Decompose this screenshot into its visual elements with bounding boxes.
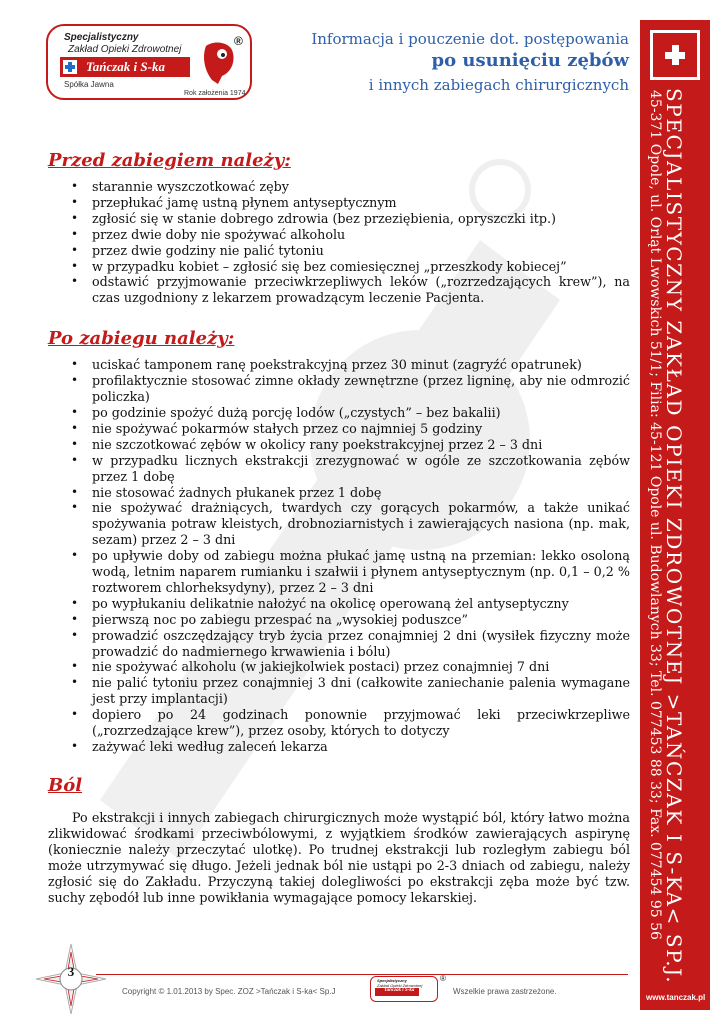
list-item: • przez dwie doby nie spożywać alkoholu [48,227,630,243]
company-logo[interactable] [46,24,252,100]
list-item: • w przypadku kobiet – zgłosić się bez comiesięcznej „przeszkody kobiecej” [48,259,630,275]
logo-company-type: Spółka Jawna [64,80,114,89]
main-content [48,150,630,906]
medical-cross-icon [63,60,77,74]
registered-mark: ® [234,34,243,48]
logo-founded: Rok założenia 1974 [184,90,246,97]
logo-brand-bar [60,57,190,77]
header-line1: Informacja i pouczenie dot. postępowania [311,30,629,48]
website-link[interactable]: www.tanczak.pl [646,993,706,1002]
section-title-after: Po zabiegu należy: [48,328,235,350]
logo-line2: Zakład Opieki Zdrowotnej [68,44,182,55]
list-item: • przepłukać jamę ustną płynem antyseptycznym [48,195,630,211]
list-item: • nie spożywać alkoholu (w jakiejkolwiek postaci) przez conajmniej 7 dni [48,659,630,675]
list-item: • nie szczotkować zębów w okolicy rany poekstrakcyjnej przez 2 – 3 dni [48,437,630,453]
list-item: • zgłosić się w stanie dobrego zdrowia (bez przeziębienia, opryszczki itp.) [48,211,630,227]
after-list [48,357,630,755]
footer-divider [96,974,628,975]
list-item: • nie stosować żadnych płukanek przez 1 dobę [48,485,630,501]
copyright-text: Copyright © 1.01.2013 by Spec. ZOZ >Tańczak i S-ka< Sp.J [122,987,336,996]
footer-logo-brand: Tańczak i S-ka [384,988,415,993]
medical-cross-box [650,30,700,80]
list-item: • po godzinie spożyć dużą porcję lodów („czystych” – bez bakalii) [48,405,630,421]
header-line3: i innych zabiegach chirurgicznych [368,76,629,94]
list-item: • po upływie doby od zabiegu można płukać jamę ustną na przemian: lekko osoloną wodą, letnim naparem rumianku i szałwii i płynem antyseptycznym (np. 0,1 – 0,2 % roztworem chlorheksydyny), przez 2 – 3 dni [48,548,630,596]
logo-line1: Specjalistyczny [64,32,139,43]
list-item: • nie spożywać pokarmów stałych przez co najmniej 5 godziny [48,421,630,437]
footer-logo [370,976,438,1002]
list-item: • prowadzić oszczędzający tryb życia przez conajmniej 2 dni (wysiłek fizyczny może prowadzić do nadmiernego krwawienia i bólu) [48,628,630,660]
footer-registered-mark: ® [440,974,446,983]
footer-logo-bar [375,988,419,996]
list-item: • pierwszą noc po zabiegu przespać na „wysokiej poduszce” [48,612,630,628]
pain-paragraph: Po ekstrakcji i innych zabiegach chirurgicznych może wystąpić ból, który łatwo można zlikwidować środkami przeciwbólowymi, z wyjątkiem środków zawierających aspirynę (koniecznie należy przeczytać ulotkę). Po trudnej ekstrakcji lub rozległym zabiegu ból może utrzymywać się długo. Jeżeli jednak ból nie ustąpi po 2-3 dniach od zabiegu, należy zgłosić się do Zakładu. Przyczyną takiej dolegliwości po ekstrakcji zęba może być tzw. suchy zębodół lub inne powikłania wymagające pomocy lekarskiej. [48,809,630,905]
list-item: • dopiero po 24 godzinach ponownie przyjmować leki przeciwkrzepliwe („rozrzedzające krew”), przez osoby, których to dotyczy [48,707,630,739]
list-item: • uciskać tamponem ranę poekstrakcyjną przez 30 minut (zagryźć opatrunek) [48,357,630,373]
list-item: • starannie wyszczotkować zęby [48,179,630,195]
page-number: 3 [67,964,75,979]
sidebar-company-name: SPECJALISTYCZNY ZAKŁAD OPIEKI ZDROWOTNEJ >TAŃCZAK I S-KA< SP.J. [662,88,686,985]
list-item: • po wypłukaniu delikatnie nałożyć na okolicę operowaną żel antyseptyczny [48,596,630,612]
list-item: • zażywać leki według zaleceń lekarza [48,739,630,755]
rights-text: Wszelkie prawa zastrzeżone. [453,987,557,996]
list-item: • nie spożywać drażniących, twardych czy gorących pokarmów, a także unikać spożywania potraw kleistych, drobnoziarnistych i zawierających nasiona (np. mak, sezam) przez 2 – 3 dni [48,500,630,548]
before-list [48,179,630,306]
tooth-mascot-icon [198,40,238,86]
header-title: po usunięciu zębów [431,50,629,71]
logo-brand: Tańczak i S-ka [86,59,165,74]
list-item: • profilaktycznie stosować zimne okłady zewnętrzne (przez ligninę, aby nie odmrozić policzka) [48,373,630,405]
footer-logo-line2: Zakład Opieki Zdrowotnej [377,983,423,988]
list-item: • nie palić tytoniu przez conajmniej 3 dni (całkowite zaniechanie palenia wymagane jest przy implantacji) [48,675,630,707]
list-item: • odstawić przyjmowanie przeciwkrzepliwych leków („rozrzedzających krew”), na czas uzgodniony z lekarzem prowadzącym leczenie Pacjenta. [48,274,630,306]
list-item: • w przypadku licznych ekstrakcji zrezygnować w ogóle ze szczotkowania zębów przez 1 dobę [48,453,630,485]
medical-cross-icon [665,45,685,65]
section-title-pain: Ból [48,774,83,796]
footer-logo-line1: Specjalistyczny [377,978,407,983]
section-title-before: Przed zabiegiem należy: [48,150,291,171]
sidebar-address: 45-371 Opole, ul. Orląt Lwowskich 51/1; Filia: 45-121 Opole ul. Budowlanych 33; Tel. 077453 88 33; Fax. 077454 95 56 [647,90,663,940]
list-item: • przez dwie godziny nie palić tytoniu [48,243,630,259]
